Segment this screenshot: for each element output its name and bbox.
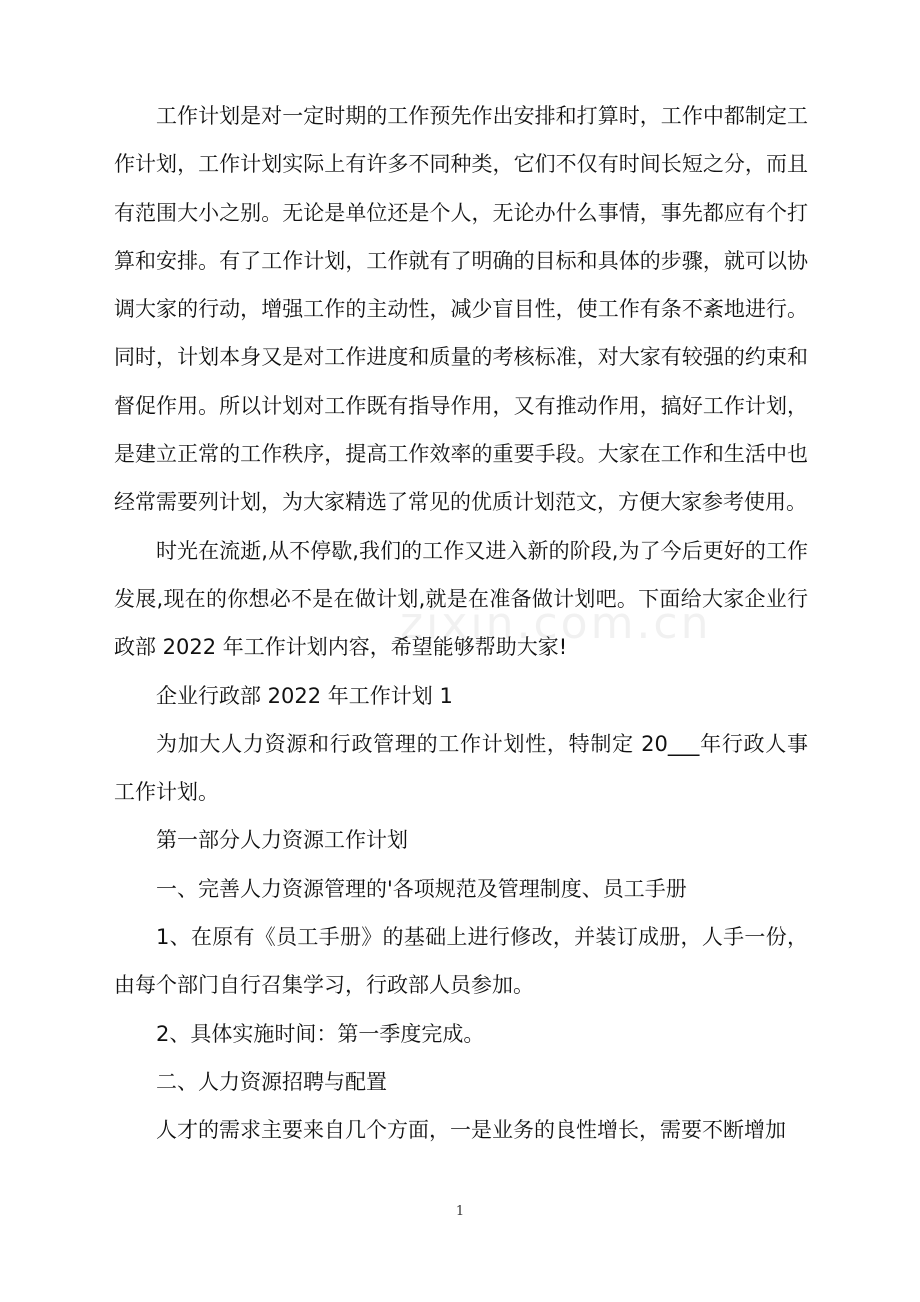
page-number: 1 — [455, 1204, 465, 1219]
item-two-paragraph: 2、具体实施时间：第一季度完成。 — [156, 1021, 485, 1046]
plan-title: 企业行政部 2022 年工作计划 1 — [156, 683, 453, 708]
intro-paragraph: 工作计划是对一定时期的工作预先作出安排和打算时，工作中都制定工作计划，工作计划实际上有许多不同种类，它们不仅有时间长短之分，而且有范围大小之别。无论是单位还是个人，无论办什么事情，事先都应有个打算和安排。有了工作计划，工作就有了明确的目标和具体的步骤，就可以协调大家的行动，增强工作的主动性，减少盲目性，使工作有条不紊地进行。同时，计划本身又是对工作进度和质量的考核标准，对大家有较强的约束和督促作用。所以计划对工作既有指导作用，又有推动作用，搞好工作计划，是建立正常的工作秩序，提高工作效率的重要手段。大家在工作和生活中也经常需要列计划，为大家精选了常见的优质计划范文，方便大家参考使用。 — [114, 104, 808, 515]
item-one-paragraph: 1、在原有《员工手册》的基础上进行修改，并装订成册，人手一份，由每个部门自行召集学习，行政部人员参加。 — [114, 925, 808, 998]
section-one-heading: 一、完善人力资源管理的'各项规范及管理制度、员工手册 — [156, 876, 687, 901]
part-one-heading: 第一部分人力资源工作计划 — [156, 828, 408, 853]
watermark: zixin.com.cn — [400, 598, 712, 649]
plan-purpose-paragraph: 为加大人力资源和行政管理的工作计划性，特制定 20___年行政人事工作计划。 — [114, 731, 808, 805]
lead-paragraph: 时光在流逝,从不停歇,我们的工作又进入新的阶段,为了今后更好的工作发展,现在的你想必不是在做计划,就是在准备做计划吧。下面给大家企业行政部 2022 年工作计划内容，希望能够帮助大家! — [114, 538, 808, 660]
talent-demand-paragraph: 人才的需求主要来自几个方面，一是业务的良性增长，需要不断增加 — [156, 1118, 786, 1143]
document-body — [114, 92, 808, 1155]
section-two-heading: 二、人力资源招聘与配置 — [156, 1069, 387, 1094]
